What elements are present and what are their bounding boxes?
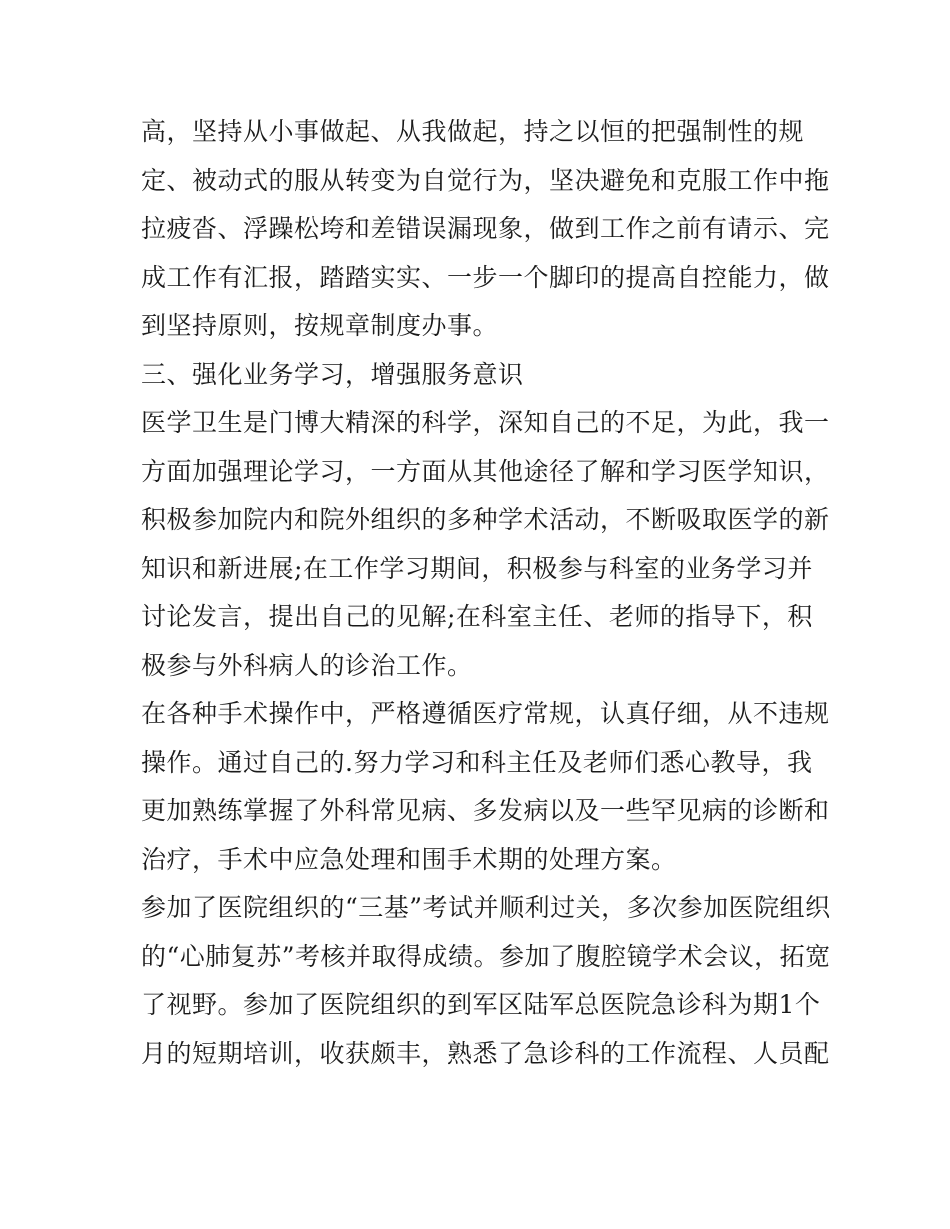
text-line: 积极参加院内和院外组织的多种学术活动，不断吸取医学的新	[141, 505, 830, 534]
text-line: 在各种手术操作中，严格遵循医疗常规，认真仔细，从不违规	[141, 699, 830, 728]
document-body	[141, 108, 831, 1078]
text-line: 方面加强理论学习，一方面从其他途径了解和学习医学知识，	[141, 456, 830, 486]
text-line: 操作。通过自己的.努力学习和科主任及老师们悉心教导，我	[141, 747, 813, 777]
text-line: 高，坚持从小事做起、从我做起，持之以恒的把强制性的规	[141, 117, 805, 146]
text-line: 成工作有汇报，踏踏实实、一步一个脚印的提高自控能力，做	[141, 262, 830, 292]
text-line: 参加了医院组织的“三基”考试并顺利过关，多次参加医院组织	[141, 893, 831, 922]
text-line: 拉疲沓、浮躁松垮和差错误漏现象，做到工作之前有请示、完	[141, 214, 830, 243]
text-line: 知识和新进展;在工作学习期间，积极参与科室的业务学习并	[141, 553, 813, 583]
text-line: 治疗，手术中应急处理和围手术期的处理方案。	[141, 844, 677, 874]
text-line: 了视野。参加了医院组织的到军区陆军总医院急诊科为期1个	[141, 990, 821, 1019]
text-line: 月的短期培训，收获颇丰，熟悉了急诊科的工作流程、人员配	[141, 1038, 830, 1068]
text-line: 定、被动式的服从转变为自觉行为，坚决避免和克服工作中拖	[141, 165, 830, 195]
text-line: 极参与外科病人的诊治工作。	[141, 650, 473, 680]
text-line: 讨论发言，提出自己的见解;在科室主任、老师的指导下，积	[141, 602, 813, 631]
text-line: 到坚持原则，按规章制度办事。	[141, 311, 499, 340]
text-line: 医学卫生是门博大精深的科学，深知自己的不足，为此，我一	[141, 408, 830, 437]
text-line: 的“心肺复苏”考核并取得成绩。参加了腹腔镜学术会议，拓宽	[141, 941, 831, 971]
section-heading: 三、强化业务学习，增强服务意识	[141, 359, 524, 389]
text-line: 更加熟练掌握了外科常见病、多发病以及一些罕见病的诊断和	[141, 796, 830, 825]
